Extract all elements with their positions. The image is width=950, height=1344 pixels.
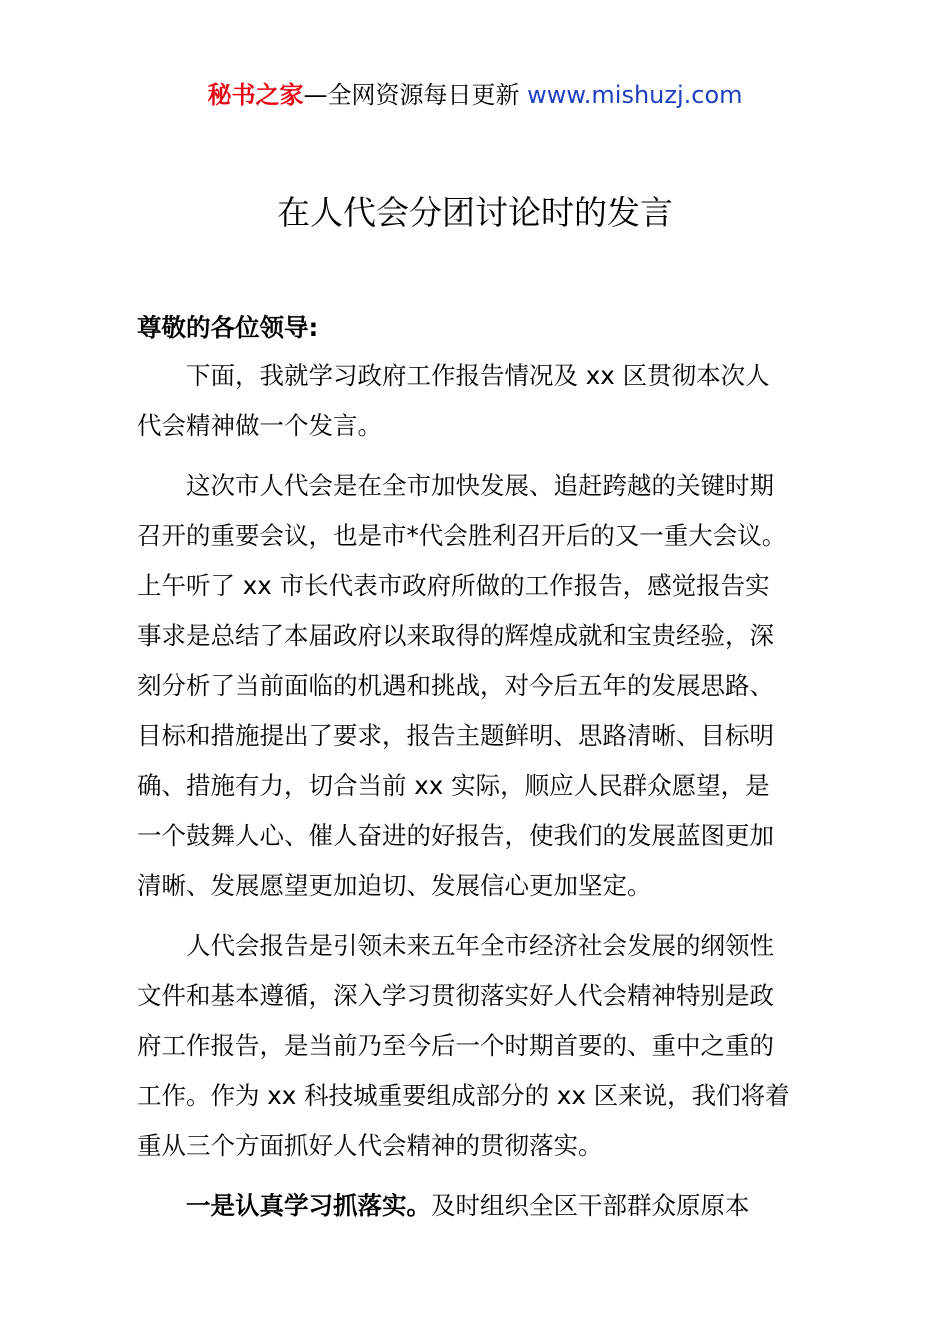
paragraph [137, 921, 817, 1171]
paragraph-line: 上午听了 xx 市长代表市政府所做的工作报告，感觉报告实 [137, 571, 770, 600]
paragraph-lead-bold: 一是认真学习抓落实。 [186, 1191, 431, 1220]
paragraph-line: 一个鼓舞人心、催人奋进的好报告，使我们的发展蓝图更加 [137, 821, 774, 850]
site-brand: 秘书之家 [207, 81, 304, 109]
paragraph [137, 461, 817, 911]
paragraph-line: 代会精神做一个发言。 [137, 411, 382, 440]
paragraph-line: 重从三个方面抓好人代会精神的贯彻落实。 [137, 1131, 603, 1160]
salutation: 尊敬的各位领导: [137, 313, 319, 342]
paragraph-line: 召开的重要会议，也是市*代会胜利召开后的又一重大会议。 [137, 521, 787, 550]
document-title: 在人代会分团讨论时的发言 [277, 193, 673, 232]
paragraph-line: 下面，我就学习政府工作报告情况及 xx 区贯彻本次人 [186, 361, 770, 390]
document-body [137, 305, 817, 1241]
site-header [0, 78, 950, 112]
paragraph-line: 工作。作为 xx 科技城重要组成部分的 xx 区来说，我们将着 [137, 1081, 790, 1110]
paragraph-line: 刻分析了当前面临的机遇和挑战，对今后五年的发展思路、 [137, 671, 774, 700]
paragraph-line: 府工作报告，是当前乃至今后一个时期首要的、重中之重的 [137, 1031, 774, 1060]
paragraph-line: 确、措施有力，切合当前 xx 实际，顺应人民群众愿望，是 [137, 771, 770, 800]
site-tagline: —全网资源每日更新 [303, 81, 528, 109]
paragraph [137, 351, 817, 451]
paragraph-line: 人代会报告是引领未来五年全市经济社会发展的纲领性 [186, 931, 774, 960]
paragraph-line: 清晰、发展愿望更加迫切、发展信心更加坚定。 [137, 871, 652, 900]
paragraph-lead-rest: 及时组织全区干部群众原原本 [431, 1191, 750, 1220]
paragraph-line: 文件和基本遵循，深入学习贯彻落实好人代会精神特别是政 [137, 981, 774, 1010]
site-url[interactable]: www.mishuzj.com [527, 81, 743, 109]
paragraph-line: 事求是总结了本届政府以来取得的辉煌成就和宝贵经验，深 [137, 621, 774, 650]
paragraph-line: 目标和措施提出了要求，报告主题鲜明、思路清晰、目标明 [137, 721, 774, 750]
paragraph-line [137, 1181, 817, 1231]
paragraph [137, 1181, 817, 1231]
paragraph-line: 这次市人代会是在全市加快发展、追赶跨越的关键时期 [186, 471, 774, 500]
